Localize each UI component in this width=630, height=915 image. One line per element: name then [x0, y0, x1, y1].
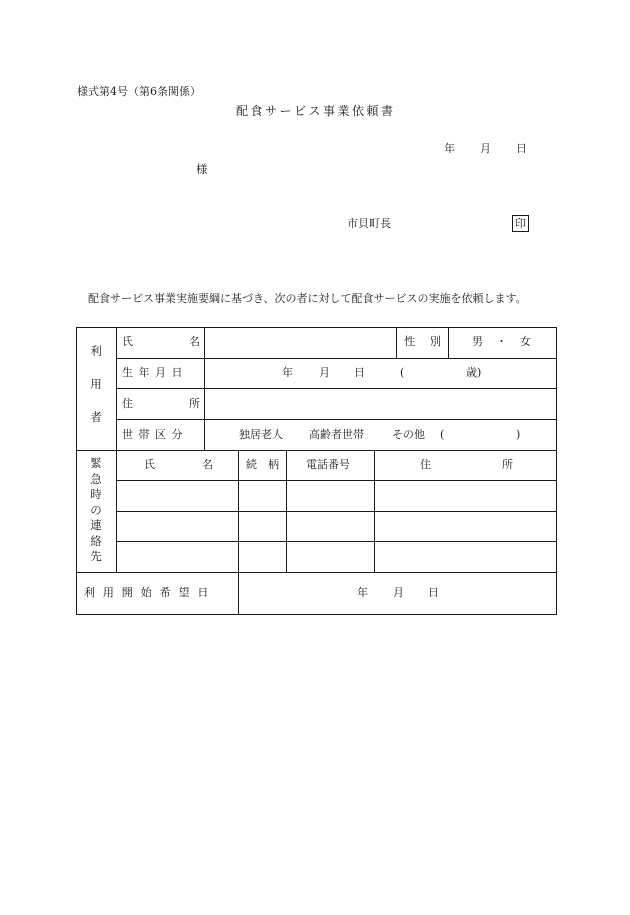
emergency-col-phone: 電話番号	[306, 458, 350, 471]
request-statement: 配食サービス事業実施要綱に基づき、次の者に対して配食サービスの実施を依頼します。	[88, 292, 527, 305]
emergency-col-relation: 続 柄	[246, 458, 279, 471]
emergency-col-address-first: 住	[420, 458, 431, 471]
request-form-table	[76, 327, 557, 615]
dob-label: 生 年 月 日	[122, 366, 184, 379]
household-other-open-paren: (	[440, 428, 445, 441]
sex-option-male[interactable]: 男	[472, 335, 483, 348]
emergency-label-char: 先	[90, 549, 102, 563]
seal-mark: 印	[512, 215, 529, 232]
form-number: 様式第4号（第6条関係）	[77, 85, 201, 98]
sex-option-separator: ・	[496, 335, 507, 348]
household-option-single-elderly[interactable]: 独居老人	[239, 428, 283, 441]
household-other-close-paren: )	[516, 428, 521, 441]
address-label-first: 住	[122, 397, 133, 410]
emergency-label-char: 急	[90, 471, 102, 486]
age-unit: 歳)	[466, 366, 482, 379]
start-date-label: 利 用 開 始 希 望 日	[84, 586, 211, 599]
address-label-second: 所	[189, 397, 200, 410]
emergency-section-label	[88, 458, 104, 563]
start-date-year-unit: 年	[357, 586, 368, 599]
dob-year-unit: 年	[282, 366, 293, 379]
emergency-label-char: 緊	[90, 456, 102, 470]
start-date-month-unit: 月	[393, 586, 404, 599]
emergency-label-char: 連	[90, 518, 102, 532]
date-year-label: 年	[444, 142, 455, 155]
name-label-second: 名	[189, 335, 200, 348]
household-option-elderly-couple[interactable]: 高齢者世帯	[309, 428, 364, 441]
sex-label-first: 性	[404, 335, 415, 348]
dob-month-unit: 月	[319, 366, 330, 379]
sex-label-second: 別	[430, 335, 441, 348]
start-date-day-unit: 日	[428, 586, 439, 599]
emergency-label-char: 絡	[90, 533, 102, 548]
document-title: 配食サービス事業依頼書	[236, 104, 396, 118]
emergency-col-name-second: 名	[202, 458, 213, 471]
user-label-char: 用	[90, 377, 102, 391]
issuer-name: 市貝町長	[347, 217, 391, 230]
user-section-label	[88, 346, 104, 424]
emergency-col-name-first: 氏	[144, 458, 155, 471]
household-label: 世 帯 区 分	[122, 428, 184, 441]
emergency-col-address-second: 所	[502, 458, 513, 471]
addressee-suffix: 様	[196, 162, 208, 176]
date-day-label: 日	[516, 142, 527, 155]
dob-day-unit: 日	[354, 366, 365, 379]
emergency-label-char: の	[90, 502, 102, 517]
age-open-paren: (	[400, 366, 405, 379]
date-month-label: 月	[480, 142, 491, 155]
name-label-first: 氏	[122, 335, 133, 348]
household-option-other[interactable]: その他	[392, 428, 425, 441]
user-label-char: 者	[90, 410, 102, 424]
sex-option-female[interactable]: 女	[520, 335, 531, 348]
user-label-char: 利	[90, 344, 102, 358]
emergency-label-char: 時	[90, 487, 102, 501]
